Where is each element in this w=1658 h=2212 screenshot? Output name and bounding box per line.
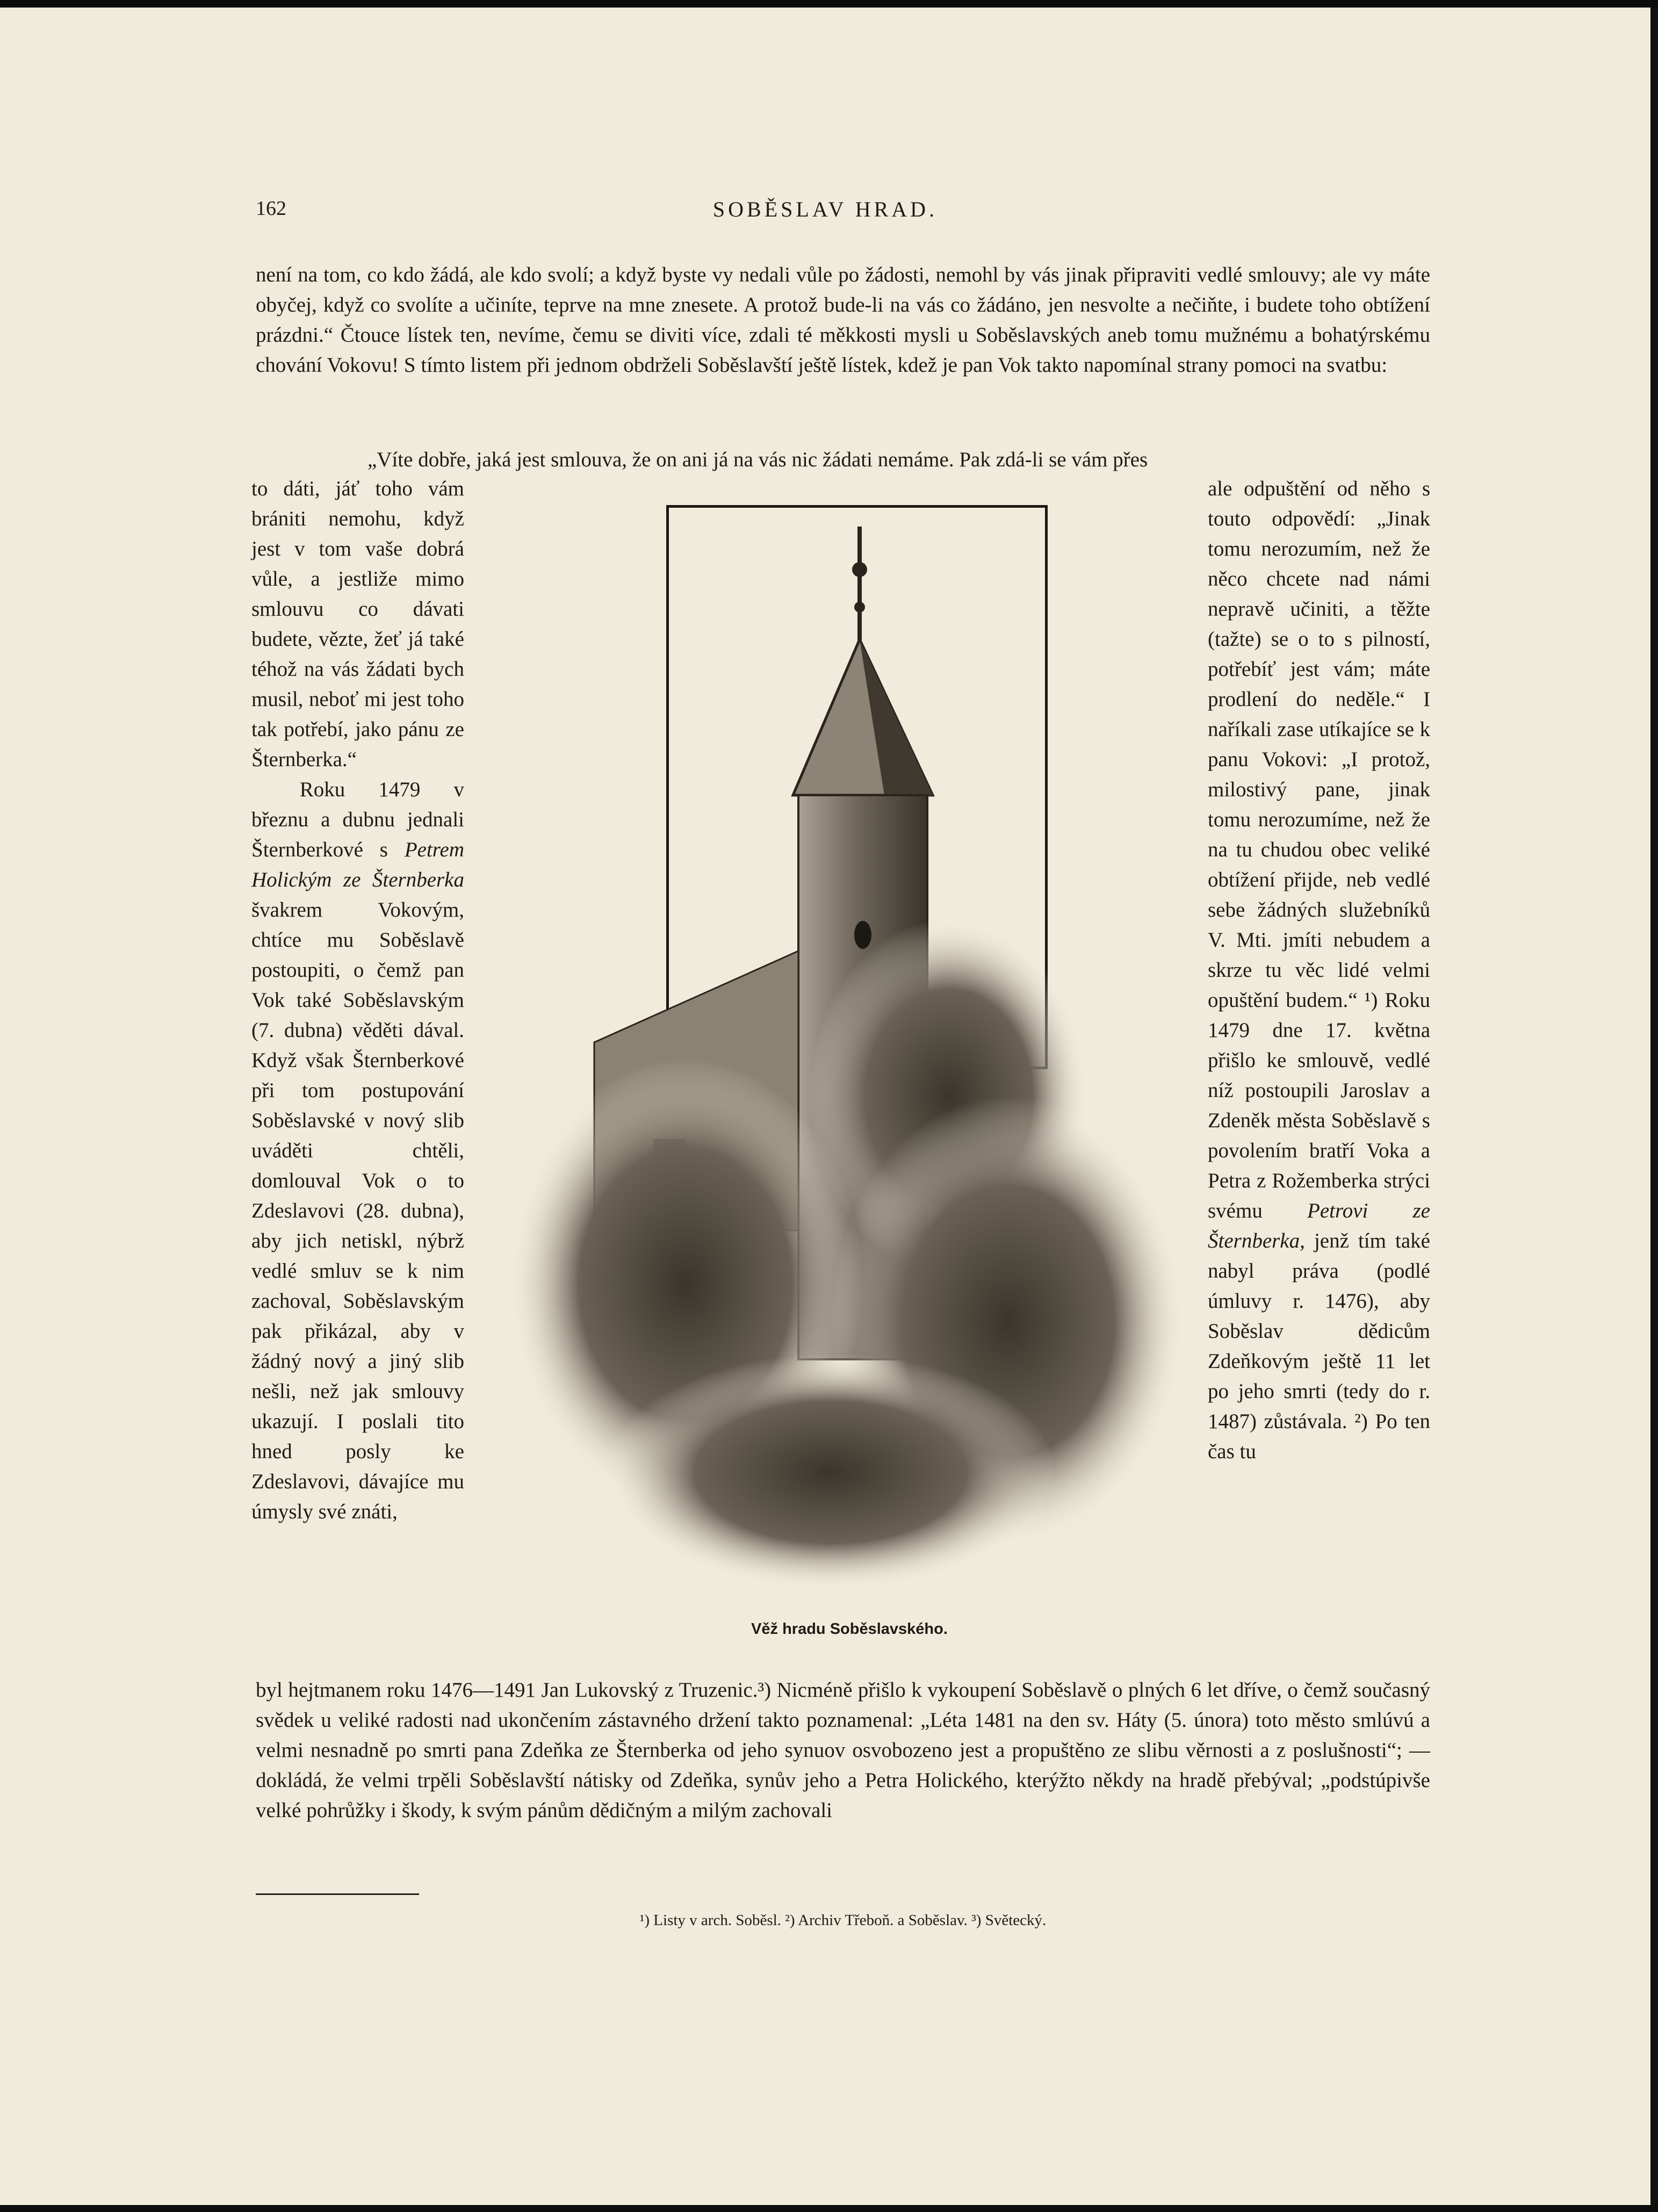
running-header (256, 197, 1395, 229)
page-edge (1650, 8, 1658, 2205)
footnote-rule (256, 1893, 419, 1895)
left-column (251, 474, 464, 1527)
book-page (0, 8, 1650, 2205)
footnotes: ¹) Listy v arch. Soběsl. ²) Archiv Třeboň. a Soběslav. ³) Světecký. (639, 1912, 1047, 1929)
italic-name: Petrovi ze Šternberka, (1208, 1199, 1430, 1252)
page-number: 162 (256, 197, 286, 220)
tower-engraving (508, 505, 1191, 1606)
left-column-paragraph: to dáti, jáť toho vám brániti nemohu, když jest v tom vaše dobrá vůle, a jestliže mimo smlouvu co dávati budete, vězte, žeť já také téhož na vás žádati bych musil, neboť mi jest toho tak potřebí, jako pánu ze Šternberka.“ (251, 477, 464, 771)
figure-caption: Věž hradu Soběslavského. (751, 1620, 948, 1638)
left-column-paragraph: Roku 1479 v březnu a dubnu jednali Šternberkové s Petrem Holickým ze Šternberka švakrem Vokovým, chtíce mu Soběslavě postoupiti, o čemž pan Vok také Soběslavským (7. dubna) věděti dával. Když však Šternberkové při tom postupování Soběslavské v nový slib uváděti chtěli, domlouval Vok o to Zdeslavovi (28. dubna), aby jich netiskl, nýbrž vedlé smluv se k nim zachoval, Soběslavským pak přikázal, aby v žádný nový a jiný slib nešli, než jak smlouvy ukazují. I poslali tito hned posly ke Zdeslavovi, dávajíce mu úmysly své znáti, (251, 778, 464, 1523)
quote-opening-line: „Víte dobře, jaká jest smlouva, že on ani já na vás nic žádati nemáme. Pak zdá-li se vám přes (367, 448, 1148, 471)
closing-paragraph: byl hejtmanem roku 1476—1491 Jan Lukovský z Truzenic.³) Nicméně přišlo k vykoupení Soběslavě o plných 6 let dříve, o čemž současný svědek u veliké radosti nad ukončením zástavného držení takto poznamenal: „Léta 1481 na den sv. Háty (5. února) toto město smlúvú a velmi nesnadně po smrti pana Zdeňka ze Šternberka od jeho synuov osvobozeno jest a propuštěno ze slibu věrnosti a z poslušnosti“; — dokládá, že velmi trpěli Soběslavští nátisky od Zdeňka, synův jeho a Petra Holického, kterýžto někdy na hradě přebýval; „podstúpivše velké pohrůžky i škody, k svým pánům dědičným a milým zachovali (256, 1678, 1430, 1822)
running-title: SOBĚSLAV HRAD. (712, 197, 938, 221)
right-column-paragraph: ale odpuštění od něho s touto odpovědí: „Jinak tomu nerozumím, než že něco chcete nad námi nepravě učiniti, a těžte (tažte) se o to s pilností, potřebíť jest vám; máte prodlení do neděle.“ I naříkali zase utíkajíce se k panu Vokovi: „I protož, milostivý pane, jinak tomu nerozumíme, než že na tu chudou obec veliké obtížení přijde, neb vedlé sebe žádných služebníků V. Mti. jmíti nebudem a skrze tu věc lidé velmi opuštění budem.“ ¹) Roku 1479 dne 17. května přišlo ke smlouvě, vedlé níž postoupili Jaroslav a Zdeněk města Soběslavě s povolením bratří Voka a Petra z Rožemberka strýci svému Petrovi ze Šternberka, jenž tím také nabyl práva (podlé úmluvy r. 1476), aby Soběslav dědicům Zdeňkovým ještě 11 let po jeho smrti (tedy do r. 1487) zůstávala. ²) Po ten čas tu (1208, 477, 1430, 1463)
right-column (1208, 474, 1430, 1467)
tower-illustration (508, 505, 1191, 1606)
italic-name: Petrem Holickým ze Šternberka (251, 838, 464, 891)
intro-paragraph: není na tom, co kdo žádá, ale kdo svolí; a když byste vy nedali vůle po žádosti, nemohl by vás jinak připraviti vedlé smlouvy; ale vy máte obyčej, když co svolíte a učiníte, teprve na mne znesete. A protož bude-li na vás co žádáno, jen nesvolte a nečiňte, i budete toho obtížení prázdni.“ Čtouce lístek ten, nevíme, čemu se diviti více, zdali té měkkosti mysli u Soběslavských aneb tomu mužnému a bohatýrskému chování Vokovu! S tímto listem při jednom obdrželi Soběslavští ještě lístek, kdež je pan Vok takto napomínal strany pomoci na svatbu: (256, 263, 1430, 377)
